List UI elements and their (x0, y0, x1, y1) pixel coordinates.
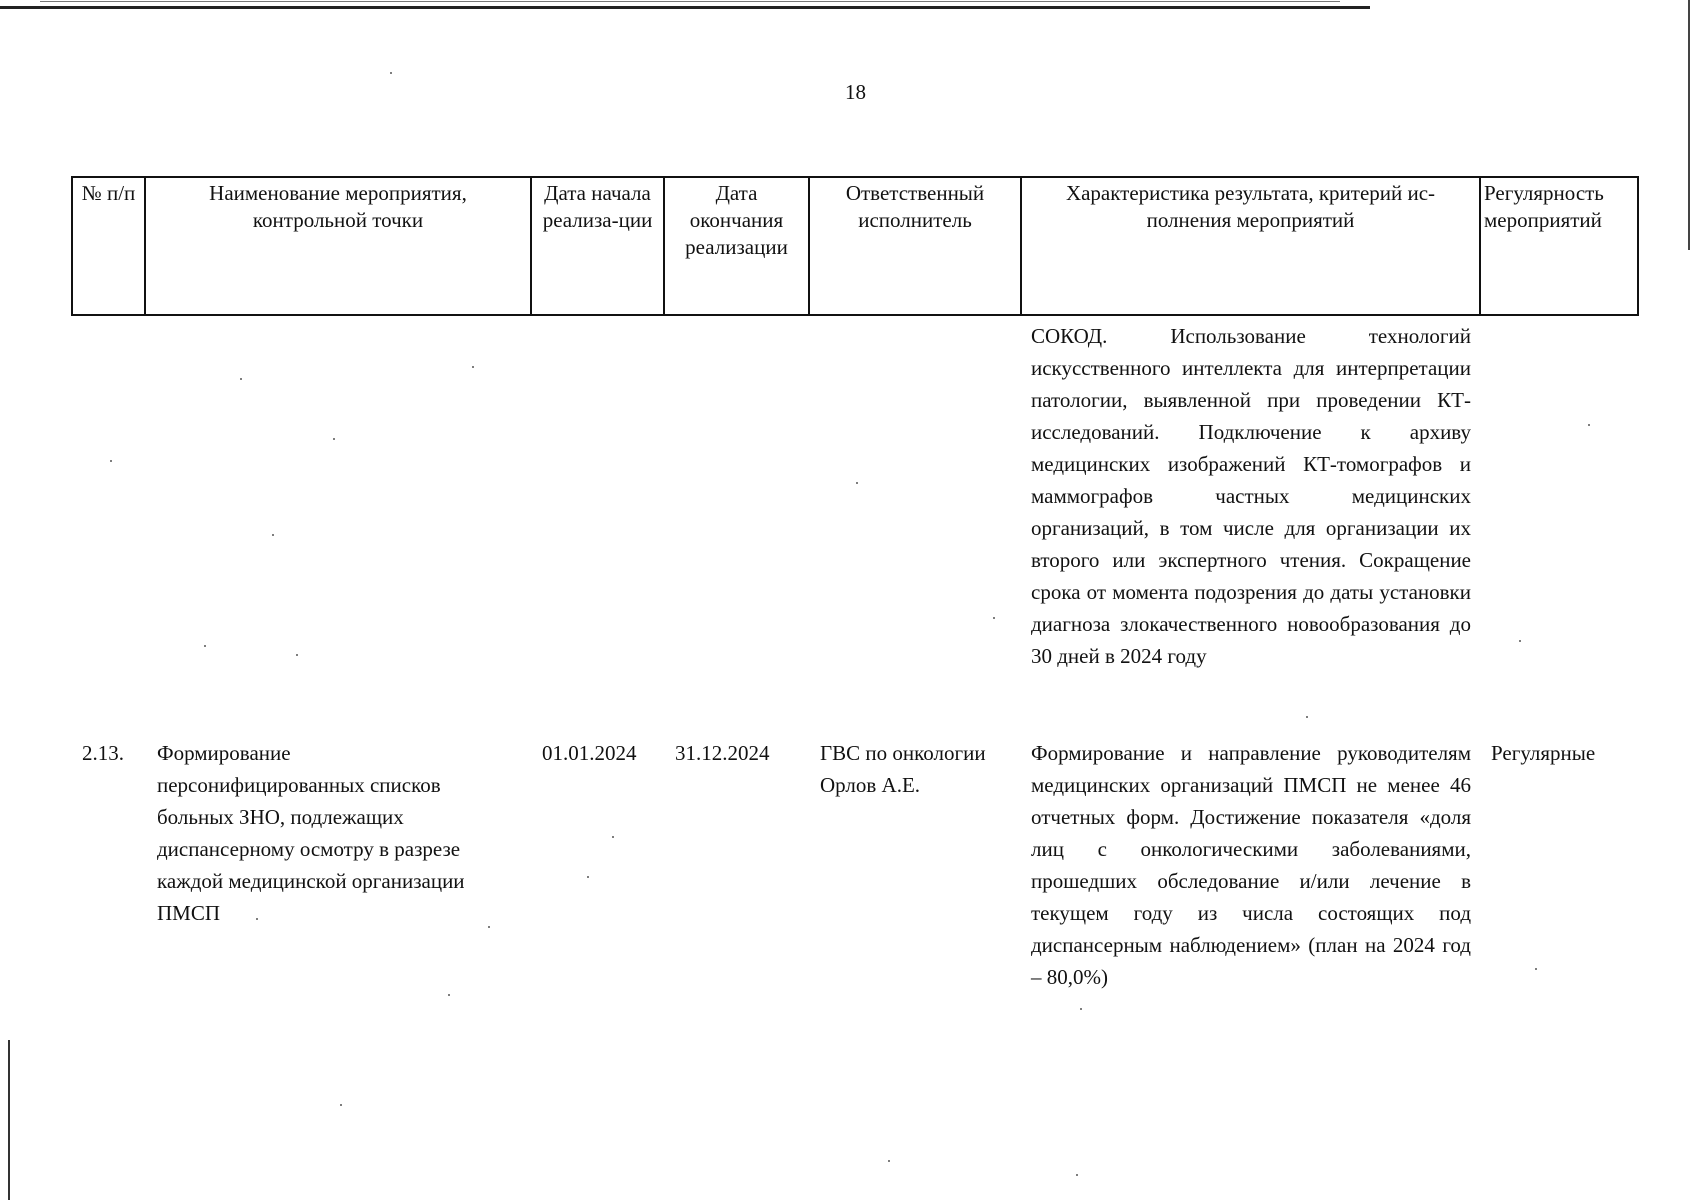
scan-speck (1080, 1008, 1082, 1010)
header-start-date: Дата начала реализа-ции (531, 177, 664, 315)
scan-speck (204, 645, 206, 647)
scan-speck (856, 482, 858, 484)
scan-speck (296, 654, 298, 656)
scan-edge-top (0, 6, 1370, 9)
page-number: 18 (845, 80, 866, 104)
scan-speck (488, 926, 490, 928)
header-characteristic: Характеристика результата, критерий ис-полнения мероприятий (1021, 177, 1480, 315)
scan-edge-right (1688, 0, 1690, 250)
scan-speck (333, 438, 335, 440)
table-header (71, 176, 1639, 316)
scan-speck (256, 918, 258, 920)
scan-edge-left (8, 1040, 10, 1200)
scan-speck (888, 1160, 890, 1162)
continuation-characteristic: СОКОД. Использование технологий искусственного интеллекта для интерпретации патологии, выявленной при проведении КТ-исследований. Подключение к архиву медицинских изображений КТ-томографов и маммографов частных медицинских организаций, в том числе для организации их второго или экспертного чтения. Сокращение срока от момента подозрения до даты установки диагноза злокачественного новообразования до 30 дней в 2024 году (1031, 324, 1471, 668)
scan-speck (472, 366, 474, 368)
scan-speck (612, 836, 614, 838)
row-responsible: ГВС по онкологии Орлов А.Е. (820, 741, 986, 797)
header-regularity: Регулярность мероприятий (1480, 177, 1638, 315)
scan-speck (1535, 968, 1537, 970)
header-responsible: Ответственный исполнитель (809, 177, 1021, 315)
scan-speck (1306, 716, 1308, 718)
scan-edge-top-thin (40, 1, 1340, 2)
scan-speck (448, 994, 450, 996)
row-start-date: 01.01.2024 (542, 741, 637, 765)
scan-speck (240, 378, 242, 380)
row-end-date: 31.12.2024 (675, 741, 770, 765)
scan-speck (340, 1104, 342, 1106)
header-end-date: Дата окончания реализации (664, 177, 809, 315)
row-characteristic: Формирование и направление руководителям медицинских организаций ПМСП не менее 46 отчетных форм. Достижение показателя «доля лиц с онкологическими заболеваниями, прошедших обследование и/или лечение в текущем году из числа состоящих под диспансерным наблюдением» (план на 2024 год – 80,0%) (1031, 741, 1471, 989)
row-number: 2.13. (82, 741, 124, 765)
scan-speck (1519, 640, 1521, 642)
table-header-row (72, 177, 1638, 315)
scan-speck (390, 72, 392, 74)
scan-speck (110, 460, 112, 462)
scan-speck (1588, 424, 1590, 426)
row-name: Формирование персонифицированных списков больных ЗНО, подлежащих диспансерному осмотру в разрезе каждой медицинской организации ПМСП (157, 741, 465, 925)
header-number: № п/п (72, 177, 145, 315)
scan-speck (993, 617, 995, 619)
row-regularity: Регулярные (1491, 741, 1596, 765)
scan-speck (587, 876, 589, 878)
scan-speck (272, 534, 274, 536)
scan-speck (1076, 1174, 1078, 1176)
header-name: Наименование мероприятия, контрольной точки (145, 177, 531, 315)
